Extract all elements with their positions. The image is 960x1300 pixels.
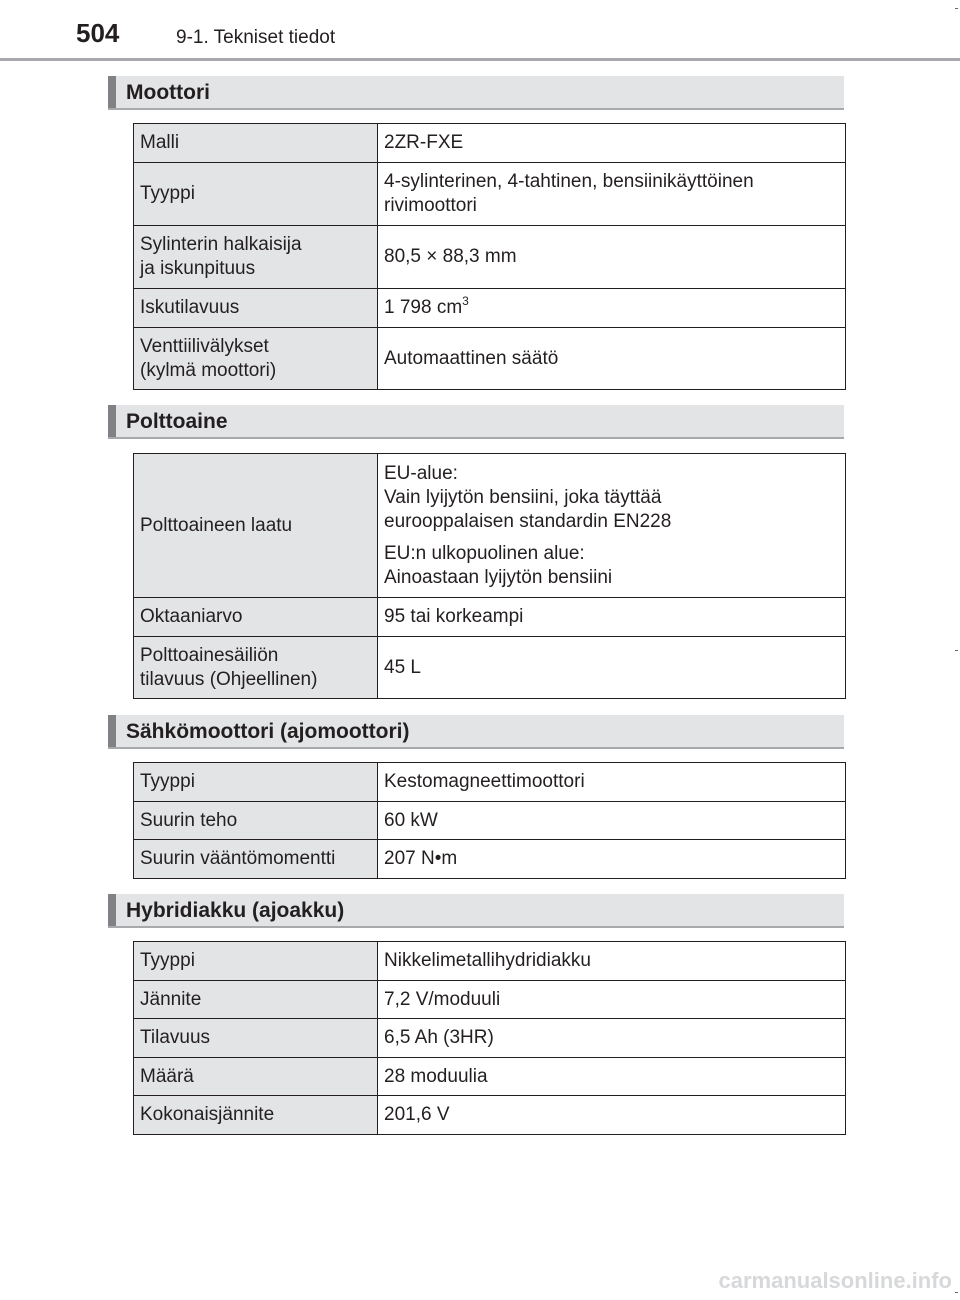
superscript: 3 [462,294,469,308]
row-value: Automaattinen säätö [378,328,846,390]
row-value: Nikkelimetallihydridiakku [378,942,846,981]
chapter-title: 9-1. Tekniset tiedot [176,27,336,48]
table-row [134,1096,846,1135]
table-row [134,802,846,840]
table-row [134,840,846,879]
table-row [134,289,846,328]
table-row [134,1019,846,1058]
row-label: Malli [134,124,378,163]
row-label: Tilavuus [134,1019,378,1058]
section-heading-motor [108,715,844,749]
row-value: 28 moduulia [378,1058,846,1096]
page-header [0,0,960,62]
row-value: 1 798 $cm^3$ [378,289,846,328]
row-value: Kestomagneettimoottori [378,763,846,802]
row-label: Venttiilivälykset (kylmä moottori) [134,328,378,390]
heading-bar [108,405,116,437]
table-row [134,1058,846,1096]
row-value [378,454,846,598]
table-row [134,763,846,802]
page-number: 504 [76,18,120,48]
row-label: Polttoaineen laatu [134,454,378,598]
row-label: Jännite [134,981,378,1019]
row-value: 80,5 × 88,3 mm [378,226,846,289]
row-value: 2ZR-FXE [378,124,846,163]
row-label: Suurin teho [134,802,378,840]
table-row [134,124,846,163]
row-label: Määrä [134,1058,378,1096]
section-heading-fuel [108,405,844,439]
row-value: 45 L [378,637,846,699]
row-label: Tyyppi [134,163,378,226]
watermark: carmanualsonline.info [718,1268,952,1293]
fuel-table [133,453,846,699]
row-label: Suurin vääntömomentti [134,840,378,879]
row-label: Oktaaniarvo [134,598,378,637]
row-value: 4-sylinterinen, 4-tahtinen, bensiinikäyttöinen rivimoottori [378,163,846,226]
crop-mark [955,1292,958,1293]
table-row [134,328,846,390]
crop-mark [955,650,958,651]
table-row [134,598,846,637]
section-heading-engine [108,76,844,110]
section-heading-battery [108,894,844,928]
table-row [134,454,846,598]
row-value: 7,2 V/moduuli [378,981,846,1019]
row-label: Tyyppi [134,763,378,802]
row-label: Sylinterin halkaisija ja iskunpituus [134,226,378,289]
row-value: 60 kW [378,802,846,840]
motor-table [133,762,846,879]
battery-table [133,941,846,1135]
table-row [134,637,846,699]
header-rule [0,58,960,61]
section-title-fuel: Polttoaine [126,410,228,433]
fuel-quality-eu: EU-alue: Vain lyijytön bensiini, joka täyttää eurooppalaisen standardin EN228 [384,462,672,532]
row-value: 95 tai korkeampi [378,598,846,637]
section-title-battery: Hybridiakku (ajoakku) [126,899,345,922]
section-title-motor: Sähkömoottori (ajomoottori) [126,720,410,743]
row-value: 201,6 V [378,1096,846,1135]
row-label: Iskutilavuus [134,289,378,328]
table-row [134,226,846,289]
row-value: 6,5 Ah (3HR) [378,1019,846,1058]
heading-bar [108,894,116,926]
engine-table [133,123,846,390]
table-row [134,163,846,226]
row-label: Tyyppi [134,942,378,981]
row-label: Polttoainesäiliön tilavuus (Ohjeellinen) [134,637,378,699]
heading-bar [108,76,116,108]
fuel-quality-non-eu: EU:n ulkopuolinen alue: Ainoastaan lyijytön bensiini [384,542,613,588]
heading-bar [108,715,116,747]
section-title-engine: Moottori [126,81,210,104]
table-row [134,981,846,1019]
crop-mark [955,8,958,9]
row-label: Kokonaisjännite [134,1096,378,1135]
table-row [134,942,846,981]
row-value: 207 N•m [378,840,846,879]
